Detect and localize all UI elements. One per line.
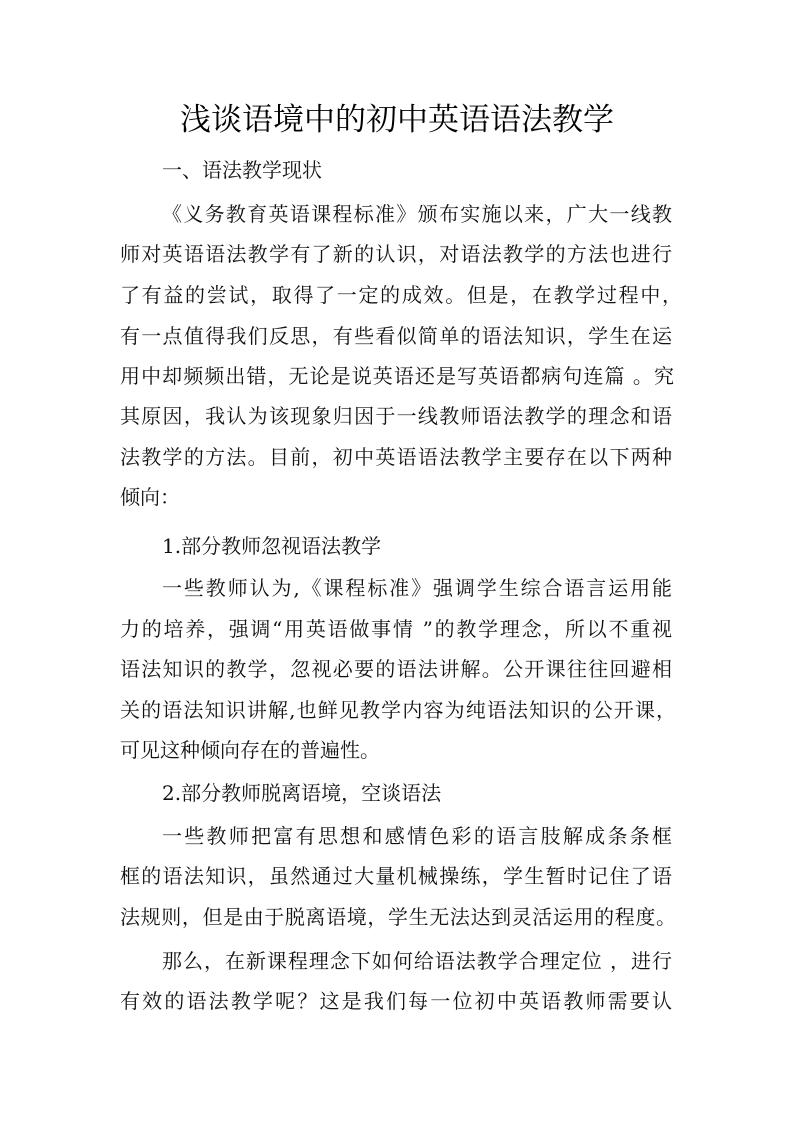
paragraph-line: 法教学的方法。目前，初中英语语法教学主要存在以下两种 [120,445,672,469]
paragraph-line: 可见这种倾向存在的普遍性。 [120,738,380,762]
paragraph-line: 语法知识的教学，忽视必要的语法讲解。公开课往往回避相 [120,657,672,681]
paragraph-line: 了有益的尝试，取得了一定的成效。但是，在教学过程中， [120,283,682,307]
paragraph-line: 力的培养，强调“用英语做事情 ”的教学理念，所以不重视 [120,617,672,641]
paragraph-line: 关的语法知识讲解,也鲜见教学内容为纯语法知识的公开课， [120,698,676,722]
paragraph-line: 框的语法知识，虽然通过大量机械操练，学生暂时记住了语 [120,864,672,888]
paragraph-line: 法规则，但是由于脱离语境，学生无法达到灵活运用的程度。 [120,905,676,929]
subsection-heading: 1.部分教师忽视语法教学 [162,534,382,558]
paragraph-line: 《义务教育英语课程标准》颁布实施以来，广大一线教 [162,202,672,226]
paragraph-line: 有效的语法教学呢？这是我们每一位初中英语教师需要认 [120,989,672,1013]
paragraph-line: 那么，在新课程理念下如何给语法教学合理定位 ，进行 [162,949,672,973]
document-title: 浅谈语境中的初中英语语法教学 [180,102,614,138]
paragraph-line: 用中却频频出错，无论是说英语还是写英语都病句连篇 。究 [120,364,674,388]
paragraph-line: 一些教师把富有思想和感情色彩的语言肢解成条条框 [162,824,672,848]
paragraph-line: 其原因，我认为该现象归因于一线教师语法教学的理念和语 [120,404,672,428]
paragraph-line: 师对英语语法教学有了新的认识，对语法教学的方法也进行 [120,242,672,266]
paragraph-line: 有一点值得我们反思，有些看似简单的语法知识，学生在运 [120,324,672,348]
paragraph-line: 倾向： [120,485,180,509]
section-heading: 一、语法教学现状 [162,158,322,182]
subsection-heading: 2.部分教师脱离语境，空谈语法 [162,781,442,805]
paragraph-line: 一些教师认为,《课程标准》强调学生综合语言运用能 [162,576,672,600]
